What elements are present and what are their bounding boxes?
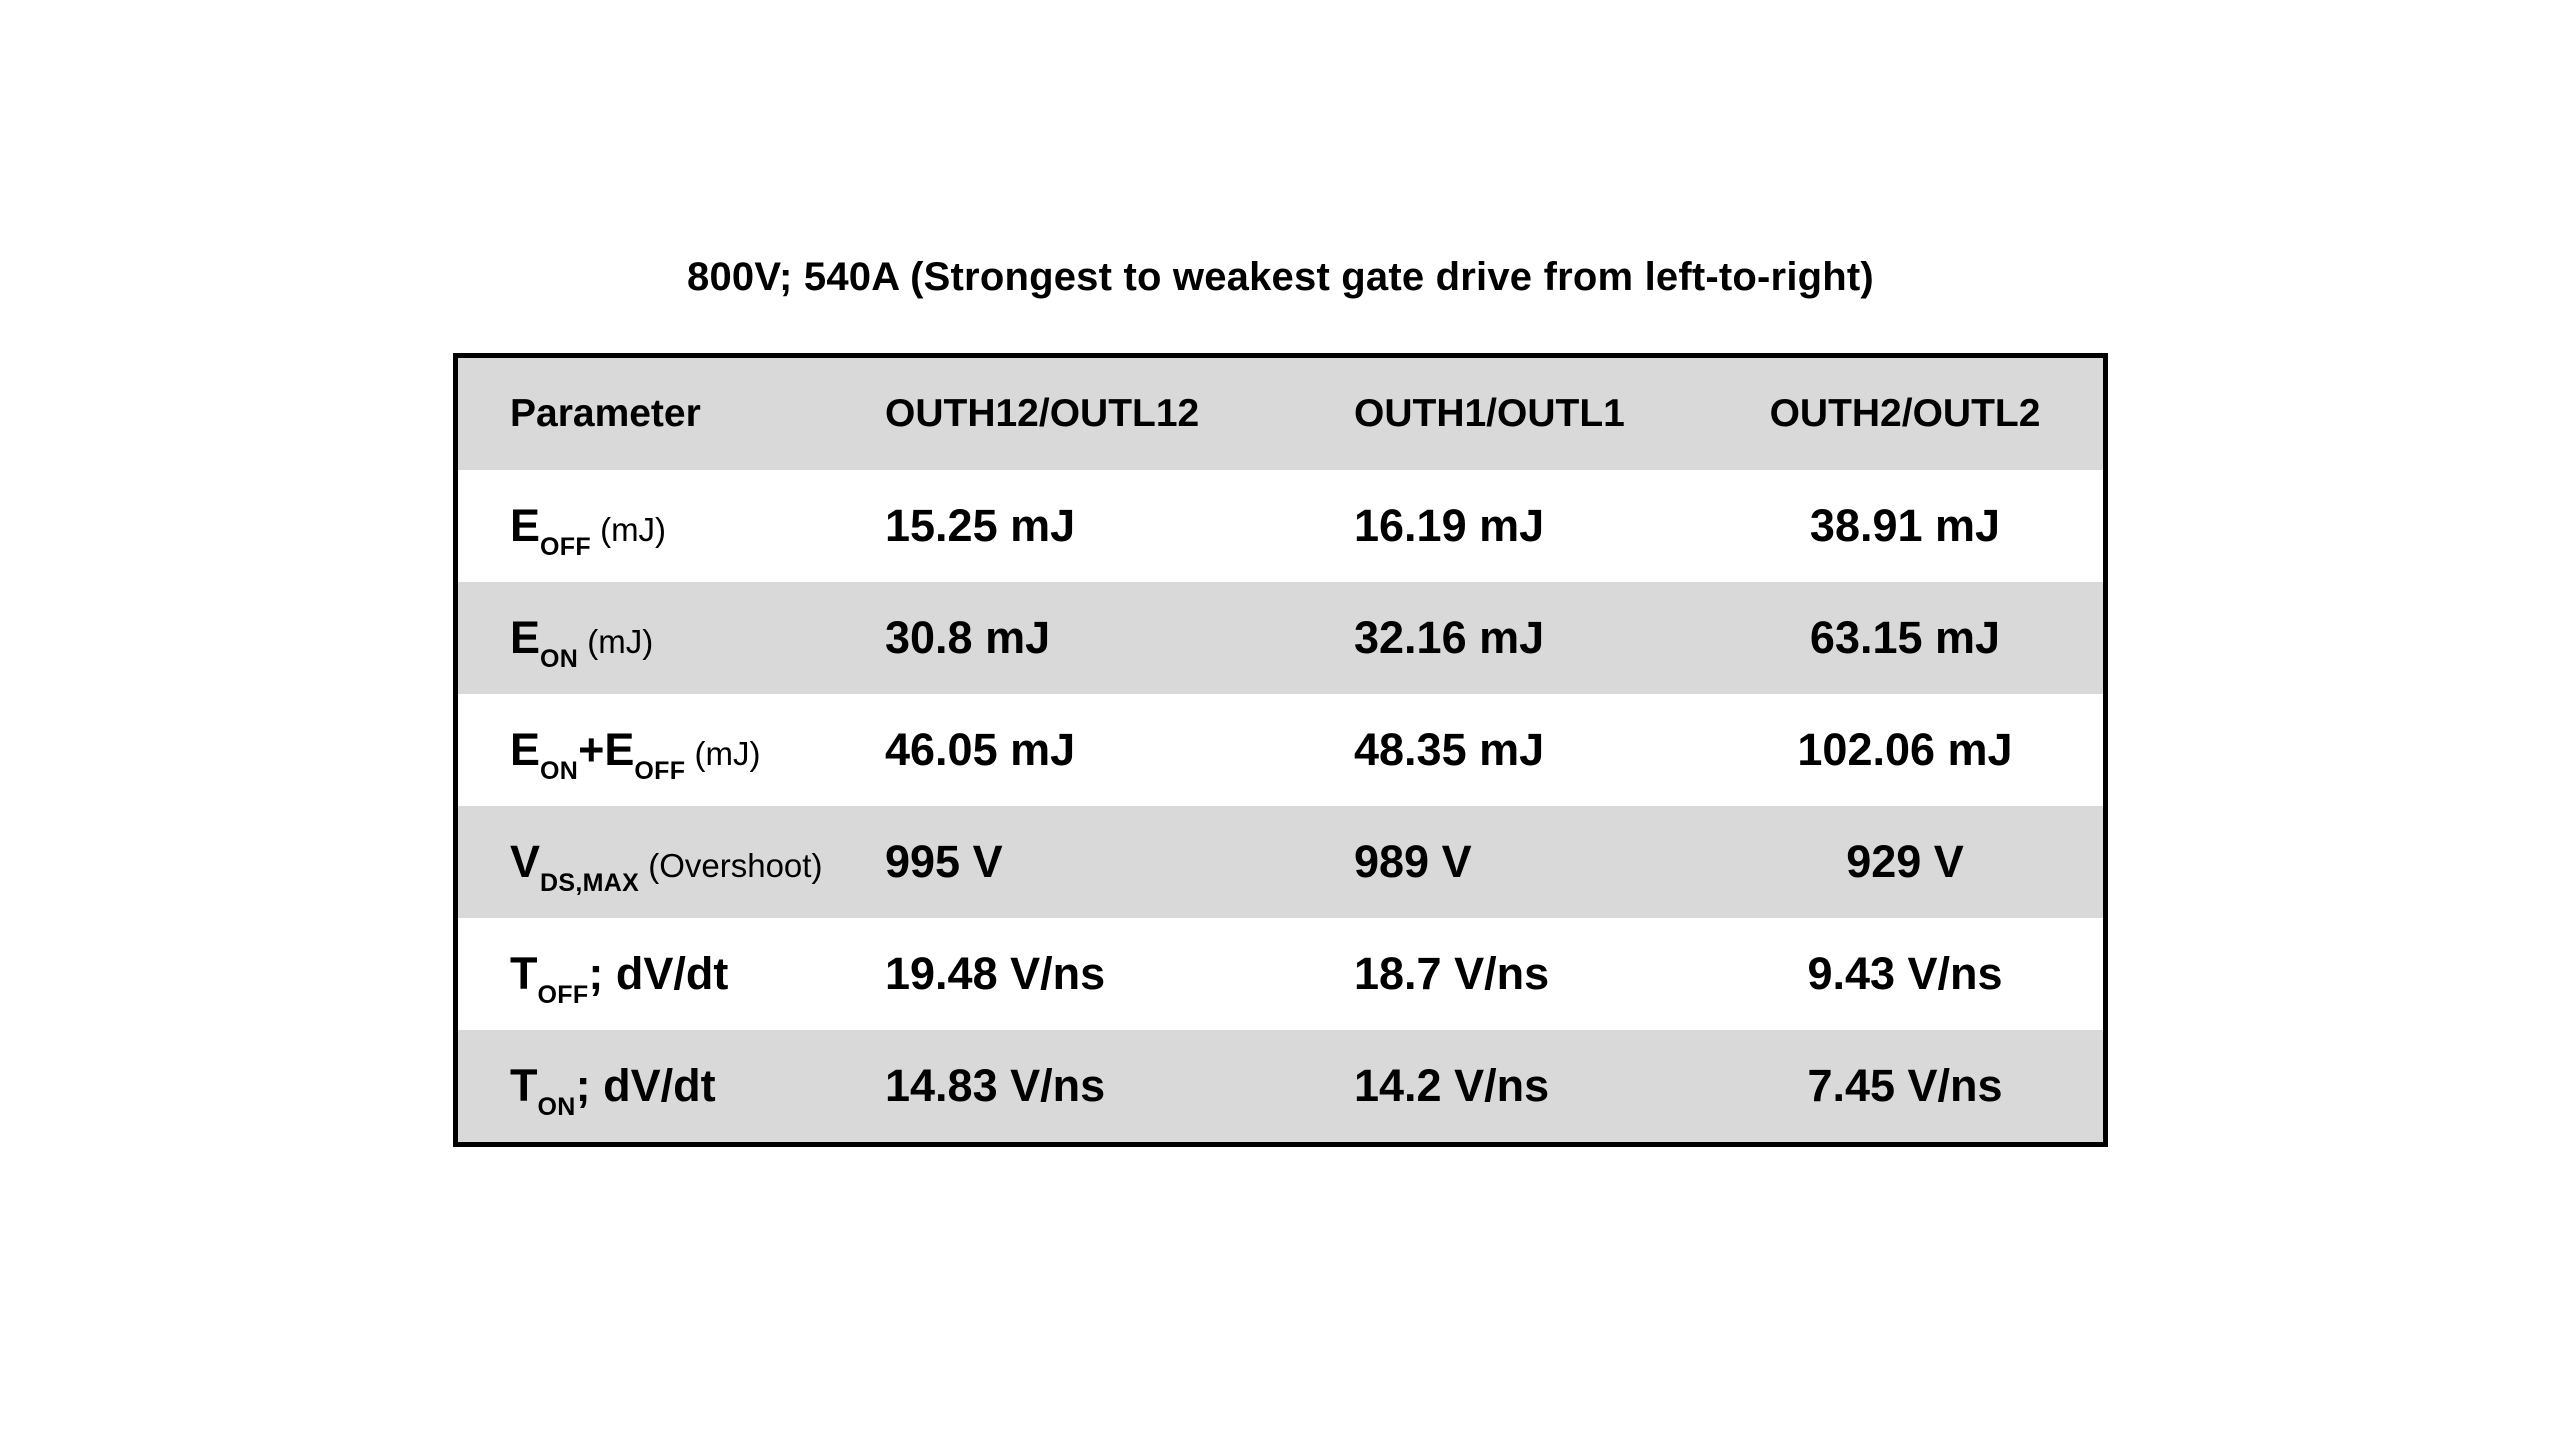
value-cell: 14.83 V/ns [885, 1060, 1106, 1111]
parameter-cell [458, 918, 885, 1030]
page-title: 800V; 540A (Strongest to weakest gate drive from left-to-right) [687, 255, 1874, 299]
value-cell: 19.48 V/ns [885, 948, 1106, 999]
parameter-segment-symbol: +E [578, 724, 635, 775]
value-cell: 46.05 mJ [885, 724, 1076, 775]
value-cell: 63.15 mJ [1809, 612, 2001, 663]
table-frame [453, 353, 2108, 1147]
parameter-segment-subscript: OFF [540, 533, 591, 561]
value-cell: 929 V [1846, 836, 1964, 887]
table-row [458, 582, 2103, 694]
value-cell: 7.45 V/ns [1807, 1060, 2003, 1111]
parameter-segment-note: (mJ) [578, 623, 654, 660]
table-body [458, 470, 2103, 1142]
parameter-segment-symbol: E [510, 612, 541, 663]
parameter-segment-symbol: V [510, 836, 541, 887]
value-cell: 15.25 mJ [885, 500, 1076, 551]
parameter-segment-symbol: E [510, 724, 541, 775]
parameter-cell [458, 582, 885, 694]
parameter-segment-symbol: ; dV/dt [588, 948, 729, 999]
parameter-cell [458, 470, 885, 582]
table-row [458, 694, 2103, 806]
value-cell: 989 V [1354, 836, 1472, 887]
column-header-parameter: Parameter [510, 392, 701, 435]
column-header-outh12-outl12: OUTH12/OUTL12 [885, 392, 1200, 435]
table-row [458, 470, 2103, 582]
slide-content [453, 253, 2108, 1147]
table-row [458, 806, 2103, 918]
value-cell: 32.16 mJ [1354, 612, 1545, 663]
parameter-segment-subscript: DS,MAX [540, 869, 640, 897]
gate-drive-results-table [458, 358, 2103, 1142]
value-cell: 48.35 mJ [1354, 724, 1545, 775]
table-header-row [458, 358, 2103, 470]
table-header [458, 358, 2103, 470]
parameter-segment-symbol: ; dV/dt [575, 1060, 716, 1111]
parameter-cell [458, 806, 885, 918]
parameter-segment-symbol: T [510, 1060, 538, 1111]
value-cell: 995 V [885, 836, 1003, 887]
value-cell: 30.8 mJ [885, 612, 1051, 663]
value-cell: 9.43 V/ns [1807, 948, 2003, 999]
column-header-outh2-outl2: OUTH2/OUTL2 [1769, 392, 2041, 435]
value-cell: 38.91 mJ [1809, 500, 2001, 551]
parameter-segment-subscript: OFF [537, 981, 589, 1009]
value-cell: 18.7 V/ns [1354, 948, 1550, 999]
parameter-segment-subscript: ON [540, 757, 579, 785]
parameter-segment-symbol: E [510, 500, 541, 551]
parameter-cell [458, 694, 885, 806]
value-cell: 14.2 V/ns [1354, 1060, 1550, 1111]
parameter-cell [458, 1030, 885, 1142]
table-row [458, 1030, 2103, 1142]
parameter-segment-note: (mJ) [685, 735, 761, 772]
value-cell: 102.06 mJ [1797, 724, 2013, 775]
parameter-segment-symbol: T [510, 948, 538, 999]
parameter-segment-note: (Overshoot) [639, 847, 823, 884]
parameter-segment-subscript: ON [537, 1093, 576, 1121]
parameter-segment-subscript: OFF [634, 757, 686, 785]
column-header-outh1-outl1: OUTH1/OUTL1 [1354, 392, 1625, 435]
parameter-segment-note: (mJ) [590, 511, 667, 548]
value-cell: 16.19 mJ [1354, 500, 1545, 551]
table-row [458, 918, 2103, 1030]
parameter-segment-subscript: ON [540, 645, 579, 673]
